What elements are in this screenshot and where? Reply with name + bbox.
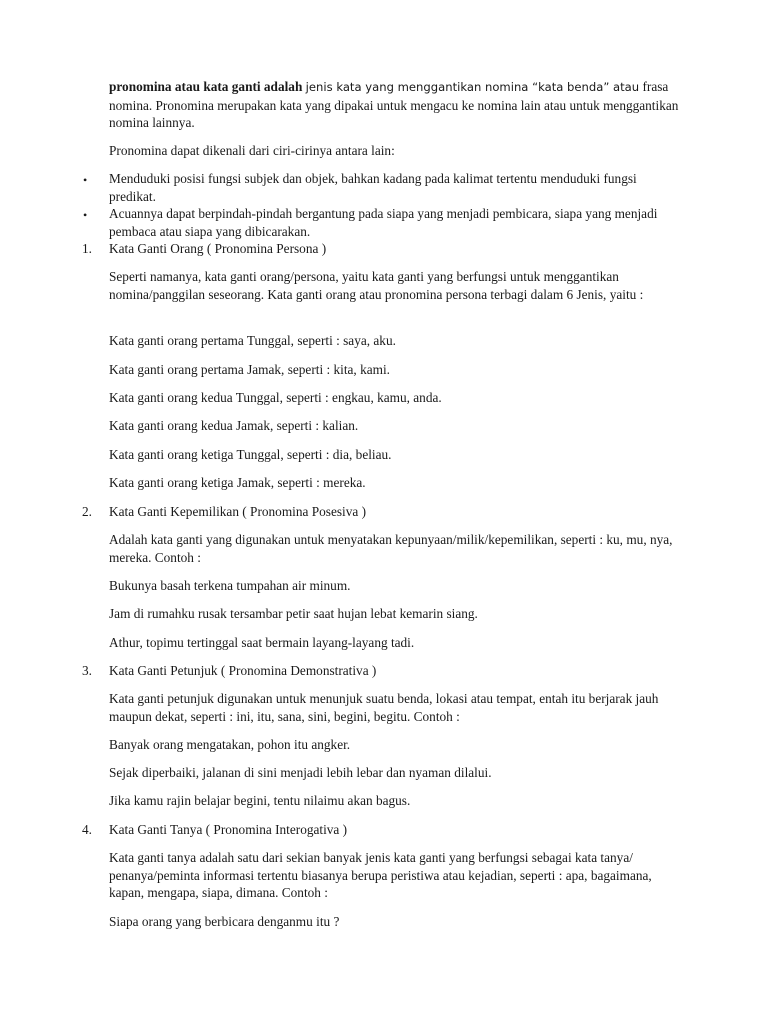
section-paragraph: Siapa orang yang berbicara denganmu itu ? [109,914,340,929]
section-paragraph: Kata ganti orang kedua Tunggal, seperti : engkau, kamu, anda. [109,390,442,405]
section-number: 4. [82,822,92,837]
section-paragraph: Sejak diperbaiki, jalanan di sini menjadi lebih lebar dan nyaman dilalui. [109,765,492,780]
bullet-icon: • [83,208,88,222]
bullet-item: Menduduki posisi fungsi subjek dan objek, bahkan kadang pada kalimat tertentu menduduki fungsi predikat. [109,171,637,204]
section-paragraph: Kata ganti orang kedua Jamak, seperti : kalian. [109,418,359,433]
intro-paragraph [109,78,684,132]
section-paragraph: Bukunya basah terkena tumpahan air minum. [109,578,351,593]
section-number: 3. [82,663,92,678]
intro-rest-text: frasa nomina. Pronomina merupakan kata yang dipakai untuk mengacu ke nomina lain atau untuk menggantikan nomina lainnya. [109,79,679,130]
intro-sans-text: jenis kata yang menggantikan nomina “kata benda” atau [305,80,640,94]
section-paragraph: Kata ganti petunjuk digunakan untuk menunjuk suatu benda, lokasi atau tempat, entah itu berjarak jauh maupun dekat, seperti : ini, itu, sana, sini, begini, begitu. Contoh : [109,691,659,724]
section-paragraph: Kata ganti orang ketiga Tunggal, seperti : dia, beliau. [109,447,392,462]
bullet-item: Acuannya dapat berpindah-pindah bergantung pada siapa yang menjadi pembicara, siapa yang menjadi pembaca atau siapa yang dibicarakan. [109,206,658,239]
section-heading: Kata Ganti Kepemilikan ( Pronomina Posesiva ) [109,504,367,519]
section-paragraph: Banyak orang mengatakan, pohon itu angker. [109,737,351,752]
intro-bold-term: pronomina atau kata ganti adalah [109,79,303,94]
section-heading: Kata Ganti Orang ( Pronomina Persona ) [109,241,327,256]
section-paragraph: Jam di rumahku rusak tersambar petir saat hujan lebat kemarin siang. [109,606,478,621]
section-number: 2. [82,504,92,519]
features-intro: Pronomina dapat dikenali dari ciri-cirinya antara lain: [109,143,395,158]
section-paragraph: Kata ganti tanya adalah satu dari sekian banyak jenis kata ganti yang berfungsi sebagai kata tanya/ penanya/peminta informasi tertentu biasanya berupa peristiwa atau kejadian, seperti : apa, bagaimana, kapan, mengapa, siapa, dimana. Contoh : [109,850,652,900]
section-heading: Kata Ganti Tanya ( Pronomina Interogativa ) [109,822,348,837]
section-number: 1. [82,241,92,256]
section-paragraph: Kata ganti orang pertama Jamak, seperti : kita, kami. [109,362,390,377]
section-paragraph: Kata ganti orang pertama Tunggal, seperti : saya, aku. [109,333,396,348]
section-paragraph: Seperti namanya, kata ganti orang/persona, yaitu kata ganti yang berfungsi untuk menggantikan nomina/panggilan seseorang. Kata ganti orang atau pronomina persona terbagi dalam 6 Jenis, yaitu : [109,269,644,302]
section-paragraph: Adalah kata ganti yang digunakan untuk menyatakan kepunyaan/milik/kepemilikan, seperti : ku, mu, nya, mereka. Contoh : [109,532,673,565]
section-heading: Kata Ganti Petunjuk ( Pronomina Demonstrativa ) [109,663,377,678]
section-paragraph: Jika kamu rajin belajar begini, tentu nilaimu akan bagus. [109,793,411,808]
section-paragraph: Athur, topimu tertinggal saat bermain layang-layang tadi. [109,635,415,650]
section-paragraph: Kata ganti orang ketiga Jamak, seperti : mereka. [109,475,366,490]
bullet-icon: • [83,173,88,187]
